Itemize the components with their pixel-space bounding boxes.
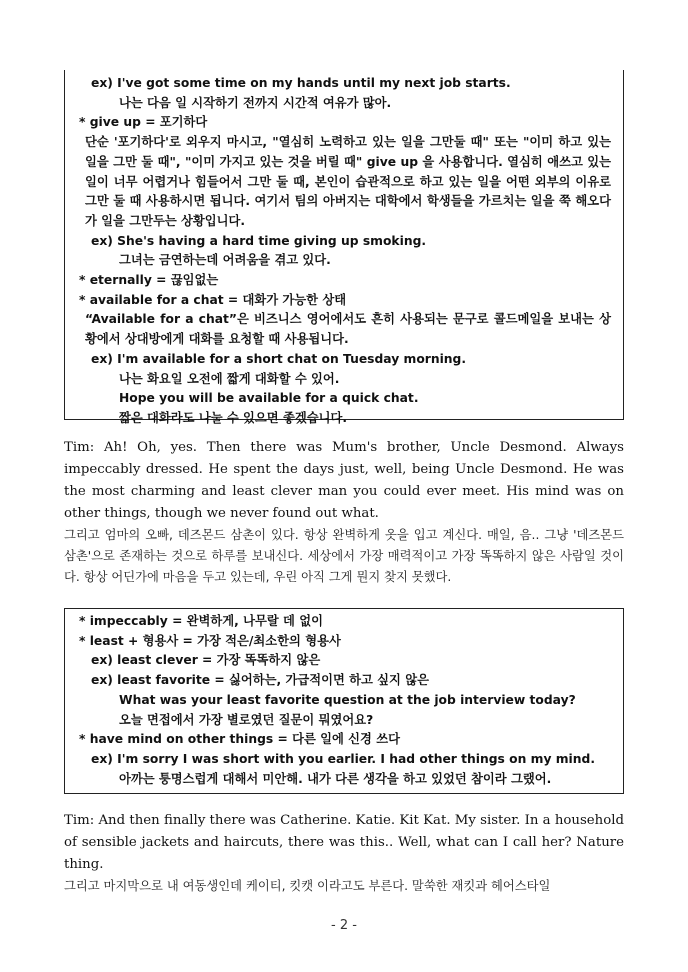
dialogue-block xyxy=(64,437,624,588)
vocab-entry: * impeccably = 완벽하게, 나무랄 데 없이 xyxy=(79,614,323,628)
example-sentence: ex) least favorite = 싫어하는, 가급적이면 하고 싶지 않은 xyxy=(91,673,429,688)
vocab-box xyxy=(64,70,624,425)
example-translation: 나는 화요일 오전에 짧게 대화할 수 있어. xyxy=(119,371,340,386)
example-sentence: ex) She's having a hard time giving up smoking. xyxy=(91,233,427,248)
vocab-entry: * least + 형용사 = 가장 적은/최소한의 형용사 xyxy=(79,633,341,648)
vocab-box xyxy=(64,608,624,794)
example-translation: 그녀는 금연하는데 어려움을 겪고 있다. xyxy=(119,253,331,268)
dialogue-text: And then finally there was Catherine. Katie. Kit Kat. My sister. In a household of sensible jackets and haircuts, there was this.. Well, what can I call her? Nature thing. xyxy=(64,813,624,872)
dialogue-text: Ah! Oh, yes. Then there was Mum's brother, Uncle Desmond. Always impeccably dressed. He spent the days just, well, being Uncle Desmond. He was the most charming and least clever man you could ever meet. His mind was on other things, though we never found out what. xyxy=(64,440,624,521)
speaker-label: Tim: xyxy=(64,813,95,828)
example-sentence: ex) I've got some time on my hands until my next job starts. xyxy=(91,76,511,90)
example-sentence: Hope you will be available for a quick chat. xyxy=(119,391,419,406)
vocab-entry: * eternally = 끊임없는 xyxy=(79,273,219,288)
vocab-entry: * available for a chat = 대화가 가능한 상태 xyxy=(79,292,347,307)
speaker-label: Tim: xyxy=(64,440,95,455)
example-sentence: ex) I'm sorry I was short with you earlier. I had other things on my mind. xyxy=(91,751,595,766)
example-sentence: What was your least favorite question at the job interview today? xyxy=(119,692,576,707)
vocab-entry: * have mind on other things = 다른 일에 신경 쓰다 xyxy=(79,732,400,747)
vocab-description: 단순 '포기하다'로 외우지 마시고, "열심히 노력하고 있는 일을 그만둘 때" 또는 "이미 하고 있는 일을 그만 둘 때", "이미 가지고 있는 것을 버릴 때" give up 을 사용합니다. 열심히 애쓰고 있는 일이 너무 어렵거나 힘들어서 그만 둘 때, 본인이 습관적으로 하고 있는 일을 어떤 외부의 이유로 그만 둘 때 사용하시면 됩니다. 여기서 팀의 아버지는 대학에서 학생들을 가르치는 일을 쭉 해오다가 일을 그만두는 상황입니다. xyxy=(85,135,611,228)
dialogue-english xyxy=(64,437,624,525)
dialogue-korean: 그리고 엄마의 오빠, 데즈몬드 삼촌이 있다. 항상 완벽하게 옷을 입고 계신다. 매일, 음.. 그냥 '데즈몬드 삼촌'으로 존재하는 것으로 하루를 보내신다. 세상에서 가장 매력적이고 가장 똑똑하지 않은 사람일 것이다. 항상 어딘가에 마음을 두고 있는데, 우린 아직 그게 뭔지 찾지 못했다. xyxy=(64,528,624,584)
vocab-description: “Available for a chat”은 비즈니스 영어에서도 흔히 사용되는 문구로 콜드메일을 보내는 상황에서 상대방에게 대화를 요청할 때 사용됩니다. xyxy=(85,312,611,347)
vocab-entry: * give up = 포기하다 xyxy=(79,115,208,130)
example-sentence: ex) least clever = 가장 똑똑하지 않은 xyxy=(91,653,321,668)
example-translation: 아까는 퉁명스럽게 대해서 미안해. 내가 다른 생각을 하고 있었던 참이라 그랬어. xyxy=(119,771,552,786)
dialogue-block xyxy=(64,810,624,897)
example-translation: 짧은 대화라도 나눌 수 있으면 좋겠습니다. xyxy=(119,410,348,425)
dialogue-korean: 그리고 마지막으로 내 여동생인데 케이티, 킷캣 이라고도 부른다. 말쑥한 재킷과 헤어스타일 xyxy=(64,879,551,893)
example-translation: 나는 다음 일 시작하기 전까지 시간적 여유가 많아. xyxy=(119,95,392,110)
dialogue-english xyxy=(64,810,624,876)
page-number: - 2 - xyxy=(331,918,357,933)
example-sentence: ex) I'm available for a short chat on Tuesday morning. xyxy=(91,351,467,366)
example-translation: 오늘 면접에서 가장 별로였던 질문이 뭐였어요? xyxy=(119,712,374,727)
